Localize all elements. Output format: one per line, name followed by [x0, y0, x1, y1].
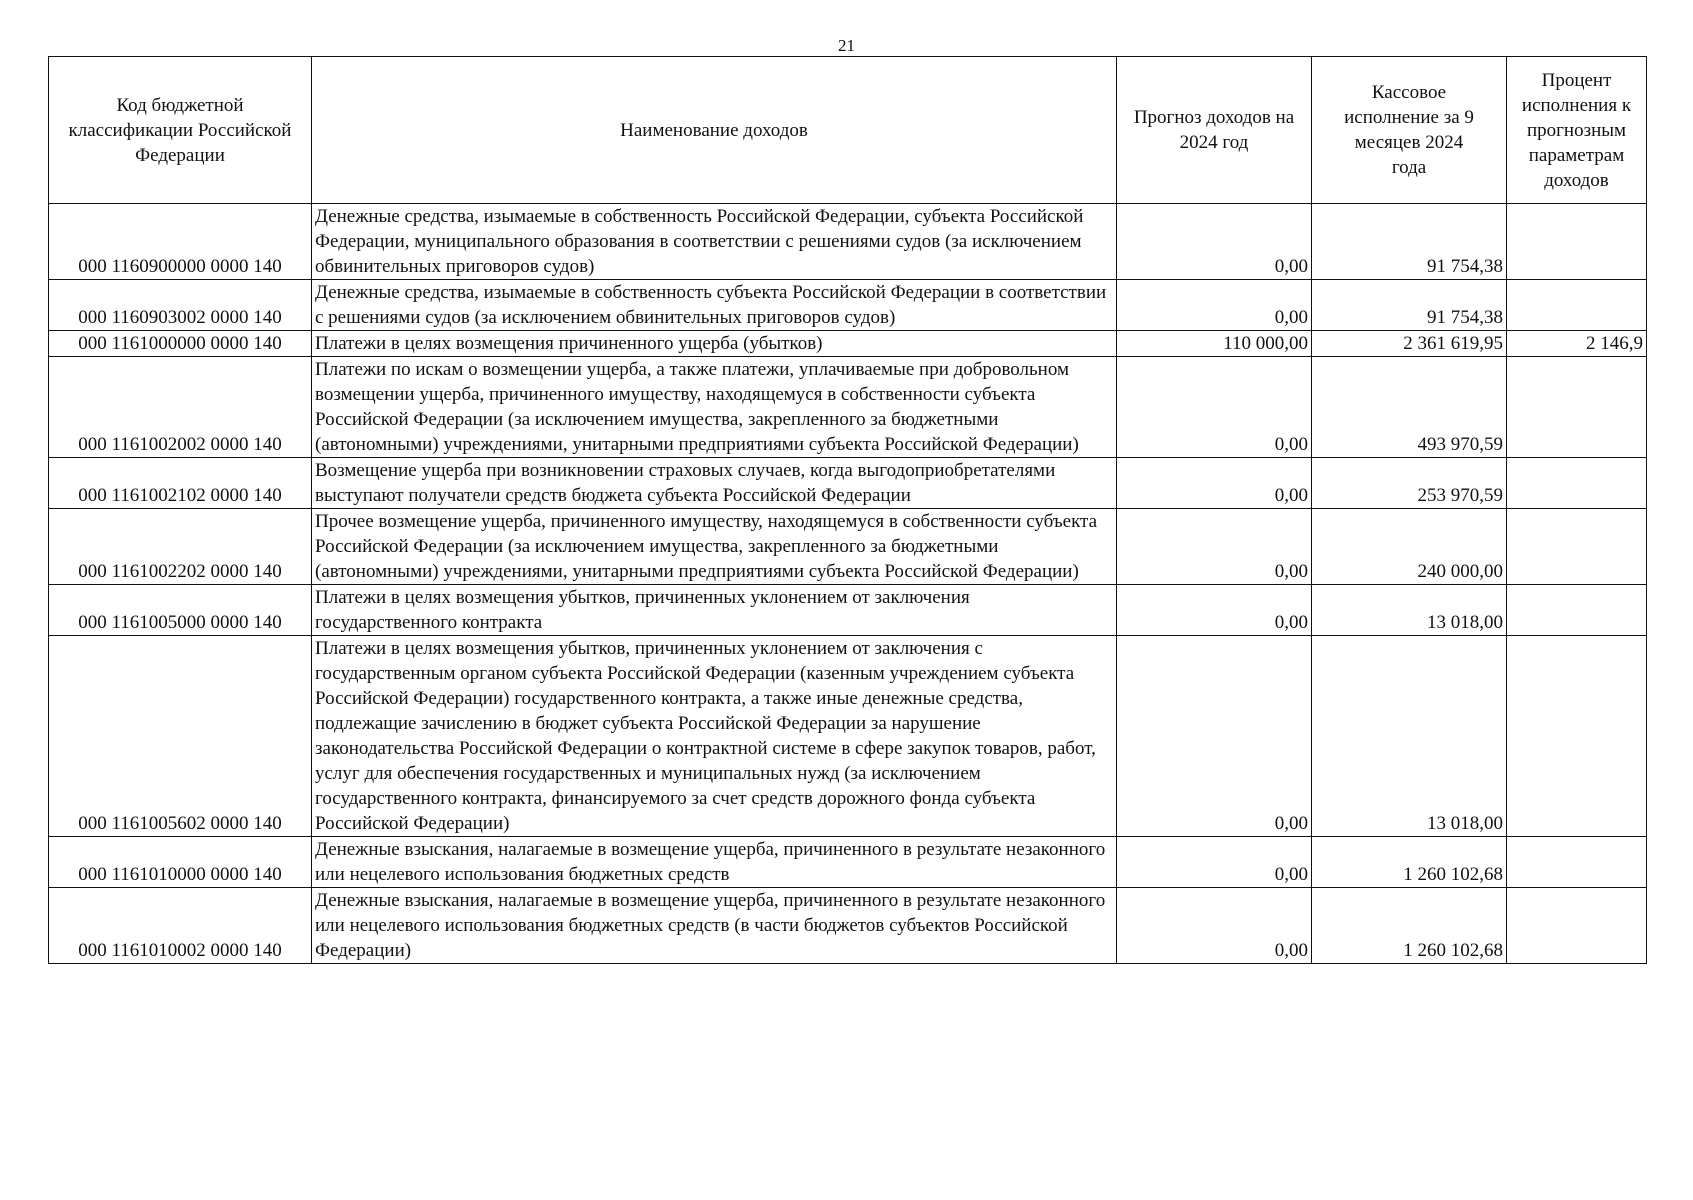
header-forecast: Прогноз доходов на 2024 год — [1117, 57, 1312, 204]
row-name: Платежи в целях возмещения убытков, причиненных уклонением от заключения с государственным органом субъекта Российской Федерации (казенным учреждением субъекта Российской Федерации) государственного контракта, а также иные денежные средства, подлежащие зачислению в бюджет субъекта Российской Федерации за нарушение законодательства Российской Федерации о контрактной системе в сфере закупок товаров, работ, услуг для обеспечения государственных и муниципальных нужд (за исключением государственного контракта, финансируемого за счет средств дорожного фонда субъекта Российской Федерации) — [312, 636, 1117, 837]
row-forecast: 0,00 — [1117, 636, 1312, 837]
row-name: Платежи по искам о возмещении ущерба, а также платежи, уплачиваемые при добровольном возмещении ущерба, причиненного имуществу, находящемуся в собственности субъекта Российской Федерации (за исключением имущества, закрепленного за бюджетными (автономными) учреждениями, унитарными предприятиями субъекта Российской Федерации) — [312, 357, 1117, 458]
row-name: Платежи в целях возмещения причиненного ущерба (убытков) — [312, 331, 1117, 357]
row-name: Прочее возмещение ущерба, причиненного имуществу, находящемуся в собственности субъекта Российской Федерации (за исключением имущества, закрепленного за бюджетными (автономными) учреждениями, унитарными предприятиями субъекта Российской Федерации) — [312, 509, 1117, 585]
row-name: Денежные средства, изымаемые в собственность Российской Федерации, субъекта Российской Федерации, муниципального образования в соответствии с решениями судов (за исключением обвинительных приговоров судов) — [312, 204, 1117, 280]
table-row — [49, 280, 1647, 331]
row-percent — [1507, 509, 1647, 585]
row-execution: 240 000,00 — [1312, 509, 1507, 585]
row-code: 000 1161005000 0000 140 — [49, 585, 312, 636]
table-row — [49, 357, 1647, 458]
row-code: 000 1161000000 0000 140 — [49, 331, 312, 357]
row-forecast: 0,00 — [1117, 888, 1312, 964]
row-name: Денежные взыскания, налагаемые в возмещение ущерба, причиненного в результате незаконного или нецелевого использования бюджетных средств — [312, 837, 1117, 888]
row-name: Платежи в целях возмещения убытков, причиненных уклонением от заключения государственного контракта — [312, 585, 1117, 636]
row-execution: 91 754,38 — [1312, 280, 1507, 331]
row-forecast: 0,00 — [1117, 280, 1312, 331]
table-row — [49, 331, 1647, 357]
row-code: 000 1161002202 0000 140 — [49, 509, 312, 585]
table-row — [49, 585, 1647, 636]
page-number: 21 — [838, 36, 855, 55]
row-percent — [1507, 204, 1647, 280]
row-code: 000 1161010002 0000 140 — [49, 888, 312, 964]
header-execution: Кассовое исполнение за 9 месяцев 2024 года — [1312, 57, 1507, 204]
row-percent — [1507, 280, 1647, 331]
row-code: 000 1161010000 0000 140 — [49, 837, 312, 888]
row-name: Возмещение ущерба при возникновении страховых случаев, когда выгодоприобретателями выступают получатели средств бюджета субъекта Российской Федерации — [312, 458, 1117, 509]
row-forecast: 0,00 — [1117, 357, 1312, 458]
row-percent — [1507, 888, 1647, 964]
row-forecast: 0,00 — [1117, 585, 1312, 636]
table-body — [49, 204, 1647, 964]
row-execution: 253 970,59 — [1312, 458, 1507, 509]
header-percent: Процент исполнения к прогнозным параметрам доходов — [1507, 57, 1647, 204]
row-percent — [1507, 585, 1647, 636]
table-header-row — [49, 57, 1647, 204]
row-execution: 2 361 619,95 — [1312, 331, 1507, 357]
table-row — [49, 837, 1647, 888]
header-name: Наименование доходов — [312, 57, 1117, 204]
row-name: Денежные средства, изымаемые в собственность субъекта Российской Федерации в соответствии с решениями судов (за исключением обвинительных приговоров судов) — [312, 280, 1117, 331]
table-row — [49, 636, 1647, 837]
row-execution: 1 260 102,68 — [1312, 837, 1507, 888]
row-forecast: 110 000,00 — [1117, 331, 1312, 357]
row-percent: 2 146,9 — [1507, 331, 1647, 357]
row-execution: 1 260 102,68 — [1312, 888, 1507, 964]
row-code: 000 1161002102 0000 140 — [49, 458, 312, 509]
table-row — [49, 458, 1647, 509]
row-code: 000 1160903002 0000 140 — [49, 280, 312, 331]
row-name: Денежные взыскания, налагаемые в возмещение ущерба, причиненного в результате незаконного или нецелевого использования бюджетных средств (в части бюджетов субъектов Российской Федерации) — [312, 888, 1117, 964]
row-code: 000 1161005602 0000 140 — [49, 636, 312, 837]
row-code: 000 1160900000 0000 140 — [49, 204, 312, 280]
table-row — [49, 509, 1647, 585]
revenue-table — [48, 56, 1647, 964]
row-forecast: 0,00 — [1117, 204, 1312, 280]
row-percent — [1507, 837, 1647, 888]
row-execution: 91 754,38 — [1312, 204, 1507, 280]
row-percent — [1507, 636, 1647, 837]
row-execution: 13 018,00 — [1312, 585, 1507, 636]
row-execution: 13 018,00 — [1312, 636, 1507, 837]
row-forecast: 0,00 — [1117, 458, 1312, 509]
row-percent — [1507, 357, 1647, 458]
row-forecast: 0,00 — [1117, 509, 1312, 585]
row-percent — [1507, 458, 1647, 509]
row-code: 000 1161002002 0000 140 — [49, 357, 312, 458]
row-forecast: 0,00 — [1117, 837, 1312, 888]
row-execution: 493 970,59 — [1312, 357, 1507, 458]
table-row — [49, 888, 1647, 964]
table-row — [49, 204, 1647, 280]
header-code: Код бюджетной классификации Российской Федерации — [49, 57, 312, 204]
